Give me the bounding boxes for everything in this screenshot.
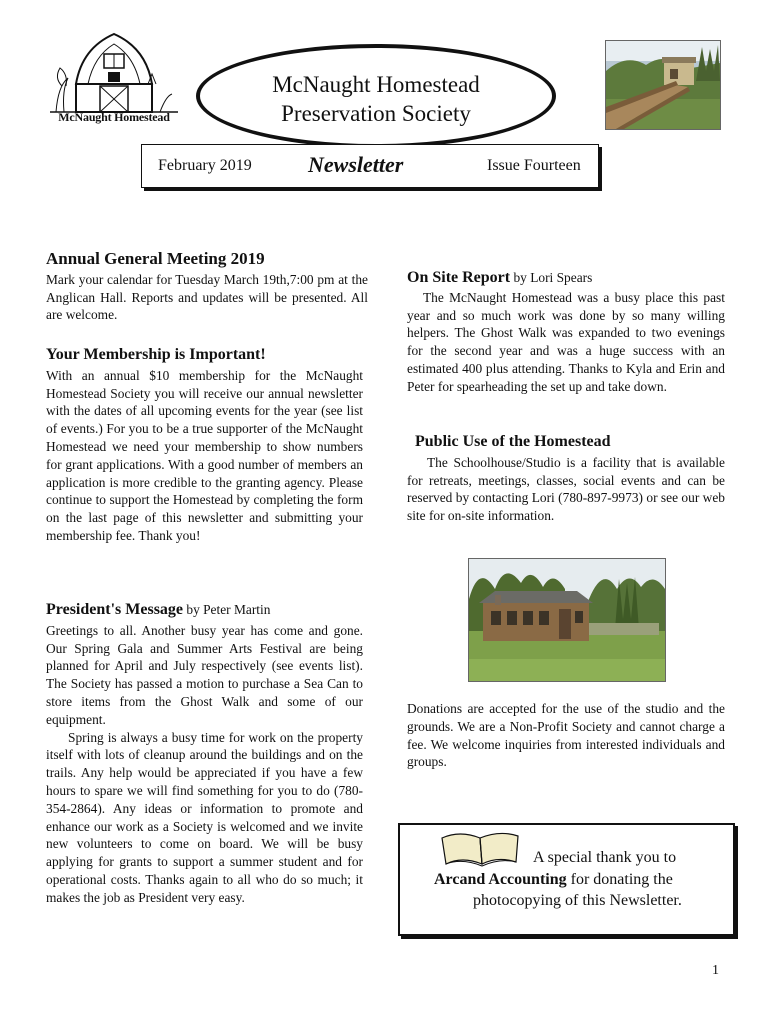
donations-section [407,700,725,771]
schoolhouse-photo [468,558,666,682]
open-book-icon [440,828,522,868]
agm-body: Mark your calendar for Tuesday March 19th,7:00 pm at the Anglican Hall. Reports and updates will be presented. All are welcome. [46,271,368,323]
president-heading-row [46,601,363,619]
onsite-heading-row [407,269,725,287]
onsite-heading: On Site Report [407,269,511,286]
title-line-1: McNaught Homestead [272,72,480,97]
president-byline: by Peter Martin [186,602,271,617]
membership-heading: Your Membership is Important! [46,346,266,363]
onsite-byline: by Lori Spears [513,270,593,285]
president-para-1: Greetings to all. Another busy year has come and gone. Our Spring Gala and Summer Arts Festival are being planned for April and July respectively (see events list). The Society has passed a motion to purchase a Sea Can to store items from the Ghost Walk and some of our equipment. [46,622,363,727]
issue-number: Issue Fourteen [487,157,581,174]
newsletter-label: Newsletter [308,152,404,177]
thanks-line-2-row [434,869,724,890]
onsite-section [407,269,725,396]
issue-date: February 2019 [158,157,252,174]
thanks-line-2: for donating the [570,871,673,888]
onsite-body: The McNaught Homestead was a busy place this past year and so much work was done by so many willing helpers. The Ghost Walk was expanded to two evenings for the second year and was a huge success with an estimated 400 plus attending. Thanks to Kyla and Erin and Peter for spearheading the set up and take down. [407,289,725,394]
thanks-line-3: photocopying of this Newsletter. [473,892,682,909]
public-use-body: The Schoolhouse/Studio is a facility that is available for retreats, meetings, classes, social events and can be reserved by contacting Lori (780-897-9973) or see our web site for on-site information. [407,454,725,524]
president-para-2: Spring is always a busy time for work on the property itself with lots of cleanup around the buildings and on the trails. Any help would be appreciated if you have a few hours to spare we will find something for you to do (780-354-2864). Any ideas or information to promote and enhance our work as a Society is welcomed and we invite new volunteers to come on board. We will be busy applying for grants to support a summer student and for operational costs. Thanks again to all who do so much; it makes the job as President very easy. [46,729,363,905]
public-use-heading: Public Use of the Homestead [415,433,611,450]
agm-heading: Annual General Meeting 2019 [46,249,265,268]
logo-text: McNaught Homestead [58,110,170,124]
title-line-2: Preservation Society [281,101,471,126]
membership-section [46,346,363,545]
page-number: 1 [712,963,719,978]
boardwalk-photo [605,40,721,130]
membership-body: With an annual $10 membership for the McNaught Homestead Society you will receive our annual newsletter with the dates of all upcoming events for the year (see list of events.) For you to be a true supporter of the McNaught Homestead we need your membership to show numbers for grant applications. With a good number of members an application is more credible to the granting agency. Please continue to support the Homestead by completing the form on the last page of this newsletter and submitting your membership fee. Thank you! [46,367,363,543]
public-use-section [407,433,725,525]
page-title [196,70,556,128]
agm-section [46,250,368,324]
thanks-line-1: A special thank you to [533,849,677,866]
donations-body: Donations are accepted for the use of the studio and the grounds. We are a Non-Profit Society and cannot charge a fee. We welcome inquiries from interested individuals and groups. [407,701,725,770]
president-heading: President's Message [46,601,184,618]
president-section [46,601,363,907]
sponsor-name: Arcand Accounting [434,871,567,888]
